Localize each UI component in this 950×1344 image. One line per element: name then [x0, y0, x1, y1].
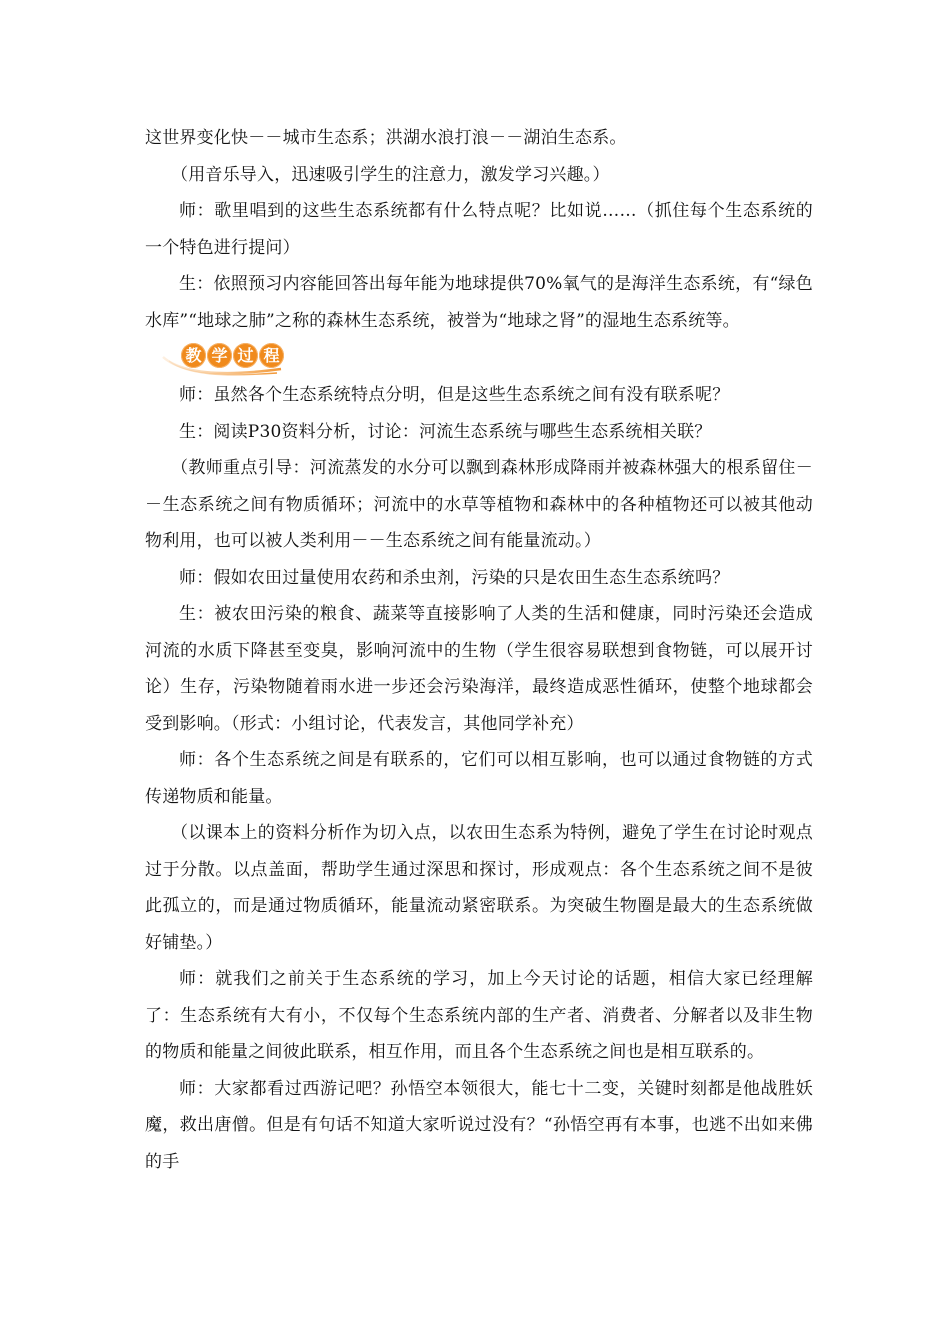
paragraph: （教师重点引导：河流蒸发的水分可以飘到森林形成降雨并被森林强大的根系留住－－生态系统之间有物质循环；河流中的水草等植物和森林中的各种植物还可以被其他动物利用，也可以被人类利用－－生态系统之间有能量流动。） [145, 458, 813, 551]
paragraph: （以课本上的资料分析作为切入点，以农田生态系为特例，避免了学生在讨论时观点过于分散。以点盖面，帮助学生通过深思和探讨，形成观点：各个生态系统之间不是彼此孤立的，而是通过物质循环，能量流动紧密联系。为突破生物圈是最大的生态系统做好铺垫。） [145, 823, 813, 953]
paragraph: 师：就我们之前关于生态系统的学习，加上今天讨论的话题，相信大家已经理解了：生态系统有大有小，不仅每个生态系统内部的生产者、消费者、分解者以及非生物的物质和能量之间彼此联系，相互作用，而且各个生态系统之间也是相互联系的。 [145, 969, 813, 1062]
paragraph: 师：虽然各个生态系统特点分明，但是这些生态系统之间有没有联系呢？ [179, 385, 730, 405]
paragraph: 师：各个生态系统之间是有联系的，它们可以相互影响，也可以通过食物链的方式传递物质和能量。 [145, 750, 813, 807]
paragraph: 生：被农田污染的粮食、蔬菜等直接影响了人类的生活和健康，同时污染还会造成河流的水质下降甚至变臭，影响河流中的生物（学生很容易联想到食物链，可以展开讨论）生存，污染物随着雨水进一步还会污染海洋，最终造成恶性循环，使整个地球都会受到影响。（形式：小组讨论，代表发言，其他同学补充） [145, 604, 813, 734]
paragraph-group-bottom [145, 377, 813, 1180]
section-title-char: 程 [259, 343, 284, 368]
paragraph: 这世界变化快－－城市生态系；洪湖水浪打浪－－湖泊生态系。 [145, 128, 627, 148]
paragraph: 师：大家都看过西游记吧？孙悟空本领很大，能七十二变，关键时刻都是他战胜妖魔，救出唐僧。但是有句话不知道大家听说过没有？“孙悟空再有本事，也逃不出如来佛的手 [145, 1078, 813, 1172]
paragraph: 生：依照预习内容能回答出每年能为地球提供70%氧气的是海洋生态系统，有“绿色水库”“地球之肺”之称的森林生态系统，被誉为“地球之肾”的湿地生态系统等。 [145, 274, 813, 331]
paragraph-group-top [145, 120, 813, 339]
section-title [181, 343, 284, 368]
paragraph: （用音乐导入，迅速吸引学生的注意力，激发学习兴趣。） [171, 164, 610, 185]
paragraph: 师：歌里唱到的这些生态系统都有什么特点呢？比如说……（抓住每个生态系统的一个特色进行提问） [145, 201, 813, 258]
paragraph: 师：假如农田过量使用农药和杀虫剂，污染的只是农田生态生态系统吗？ [179, 567, 730, 588]
paragraph: 生：阅读P30资料分析，讨论：河流生态系统与哪些生态系统相关联？ [179, 421, 712, 442]
document-body [145, 120, 813, 1180]
section-banner [145, 339, 813, 377]
section-title-char: 学 [207, 343, 232, 368]
section-title-char: 过 [233, 343, 258, 368]
section-title-char: 教 [181, 343, 206, 368]
